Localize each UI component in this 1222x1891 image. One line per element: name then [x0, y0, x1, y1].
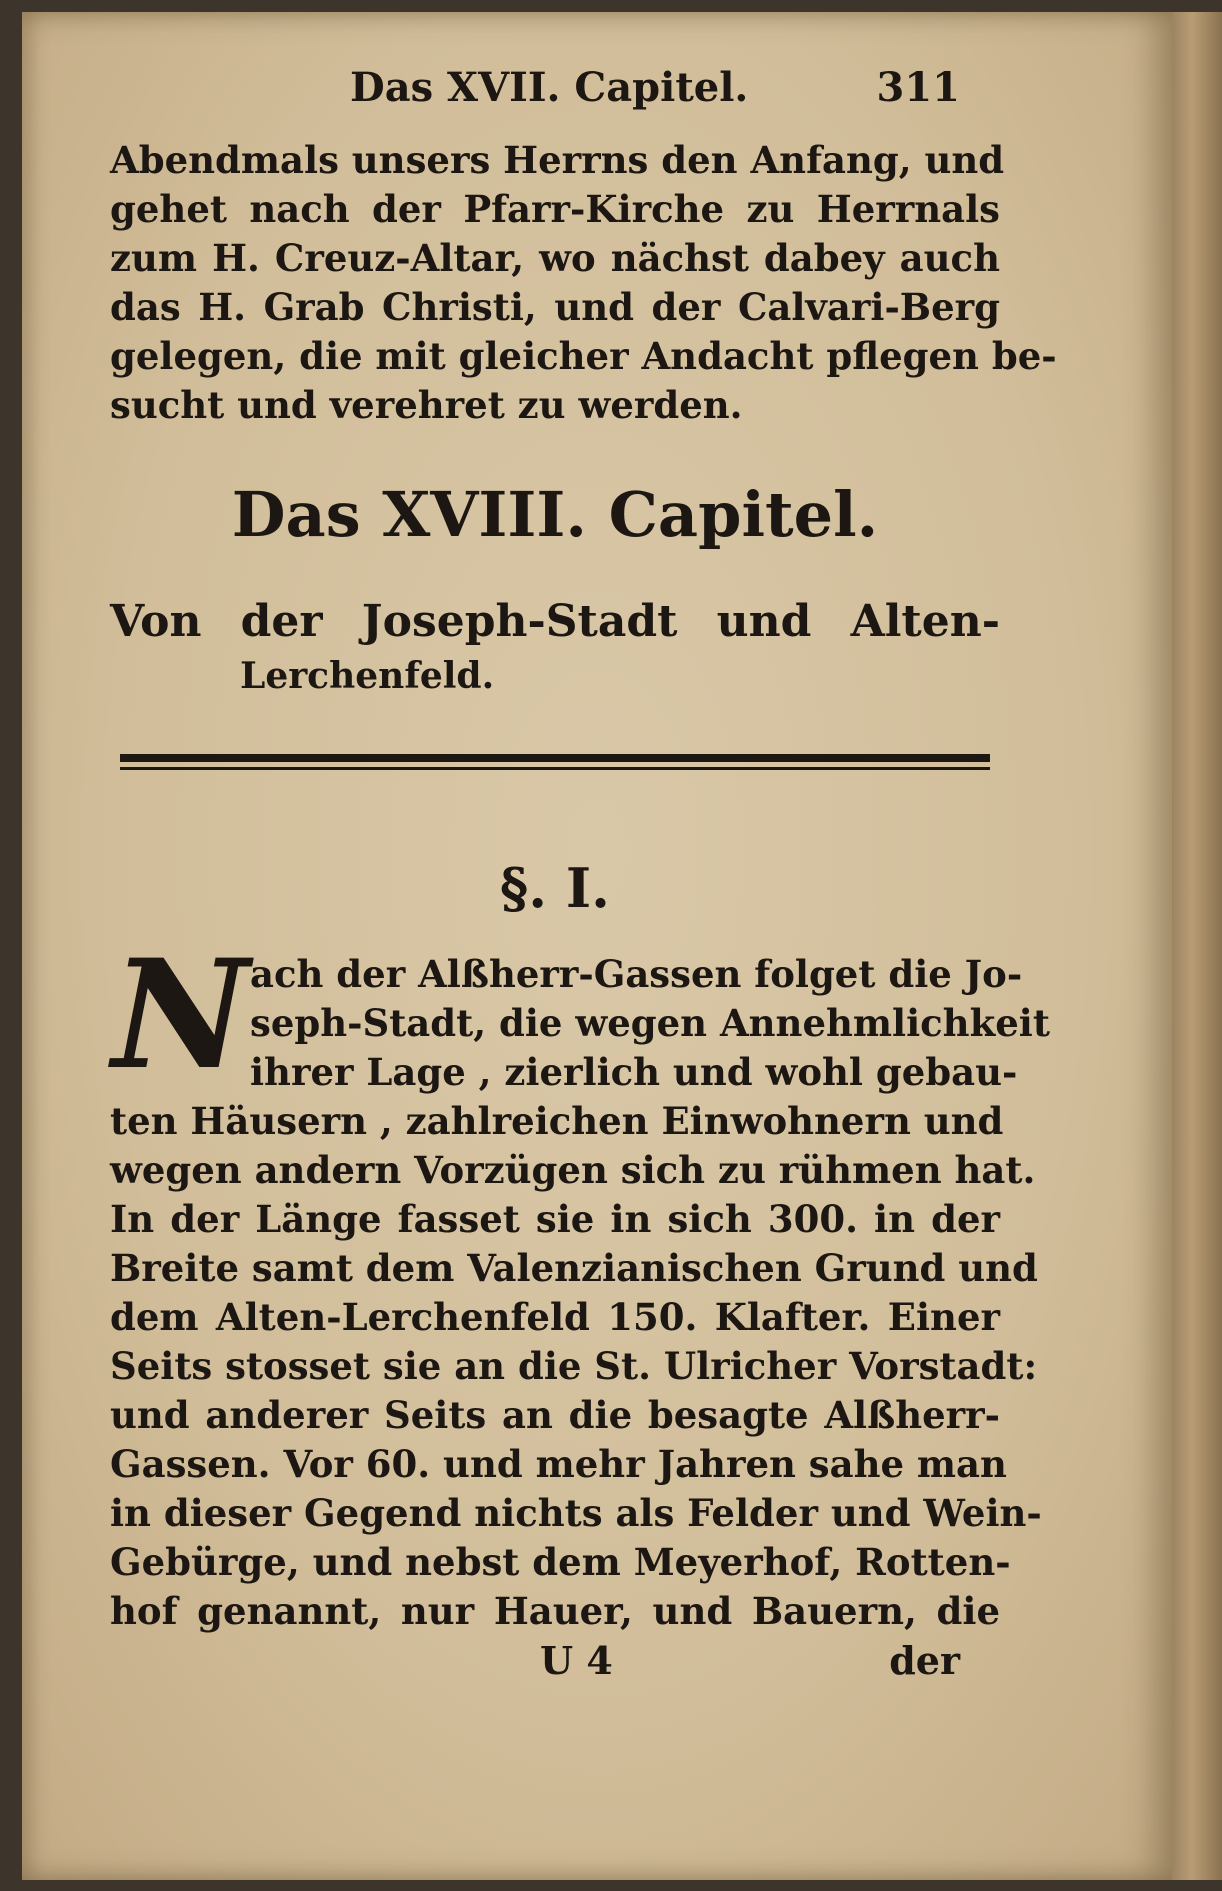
text-line: wegen andern Vorzügen sich zu rühmen hat.	[110, 1148, 1036, 1192]
text-line: seph-Stadt, die wegen Annehmlichkeit	[250, 1001, 1050, 1045]
intro-paragraph	[110, 136, 1057, 430]
divider-thick	[120, 754, 990, 762]
divider-thin	[120, 767, 990, 770]
text-line: Gassen. Vor 60. und mehr Jahren sahe man	[110, 1442, 1007, 1486]
text-line: gelegen, die mit gleicher Andacht pflegen be-	[110, 334, 1057, 378]
text-line: ten Häusern , zahlreichen Einwohnern und	[110, 1099, 1004, 1143]
text-line: ach der Alßherr-Gassen folget die Jo-	[250, 952, 1023, 996]
subtitle-line: Von der Joseph-Stadt und Alten-	[110, 596, 1000, 647]
page-header	[120, 64, 1000, 124]
drop-cap: N	[112, 927, 250, 1103]
text-line: in dieser Gegend nichts als Felder und Wein-	[110, 1491, 1042, 1535]
section-heading: §. I.	[500, 856, 610, 920]
text-line: Seits stosset sie an die St. Ulricher Vorstadt:	[110, 1344, 1038, 1388]
page-footer	[110, 1638, 1000, 1688]
running-title: Das XVII. Capitel.	[350, 64, 749, 111]
chapter-subtitle	[110, 595, 1000, 703]
text-line: Abendmals unsers Herrns den Anfang, und	[110, 138, 1005, 182]
text-line: dem Alten-Lerchenfeld 150. Klafter. Einer	[110, 1295, 1000, 1339]
text-line: In der Länge fasset sie in sich 300. in der	[110, 1197, 1000, 1241]
subtitle-line: Lerchenfeld.	[240, 655, 495, 697]
signature-mark: U 4	[540, 1638, 613, 1683]
text-line: Breite samt dem Valenzianischen Grund und	[110, 1246, 1038, 1290]
text-line: zum H. Creuz-Altar, wo nächst dabey auch	[110, 236, 1000, 280]
text-line: sucht und verehret zu werden.	[110, 383, 743, 427]
catchword: der	[889, 1638, 960, 1683]
text-line: und anderer Seits an die besagte Alßherr-	[110, 1393, 1000, 1437]
text-line: ihrer Lage , zierlich und wohl gebau-	[250, 1050, 1018, 1094]
text-line: gehet nach der Pfarr-Kirche zu Herrnals	[110, 187, 1000, 231]
chapter-title: Das XVIII. Capitel.	[231, 478, 879, 551]
page-number: 311	[876, 64, 960, 111]
text-line: Gebürge, und nebst dem Meyerhof, Rotten-	[110, 1540, 1011, 1584]
book-gutter	[1172, 12, 1222, 1880]
body-paragraph	[110, 950, 1050, 1636]
text-line: das H. Grab Christi, und der Calvari-Berg	[110, 285, 1000, 329]
text-line: hof genannt, nur Hauer, und Bauern, die	[110, 1589, 1000, 1633]
